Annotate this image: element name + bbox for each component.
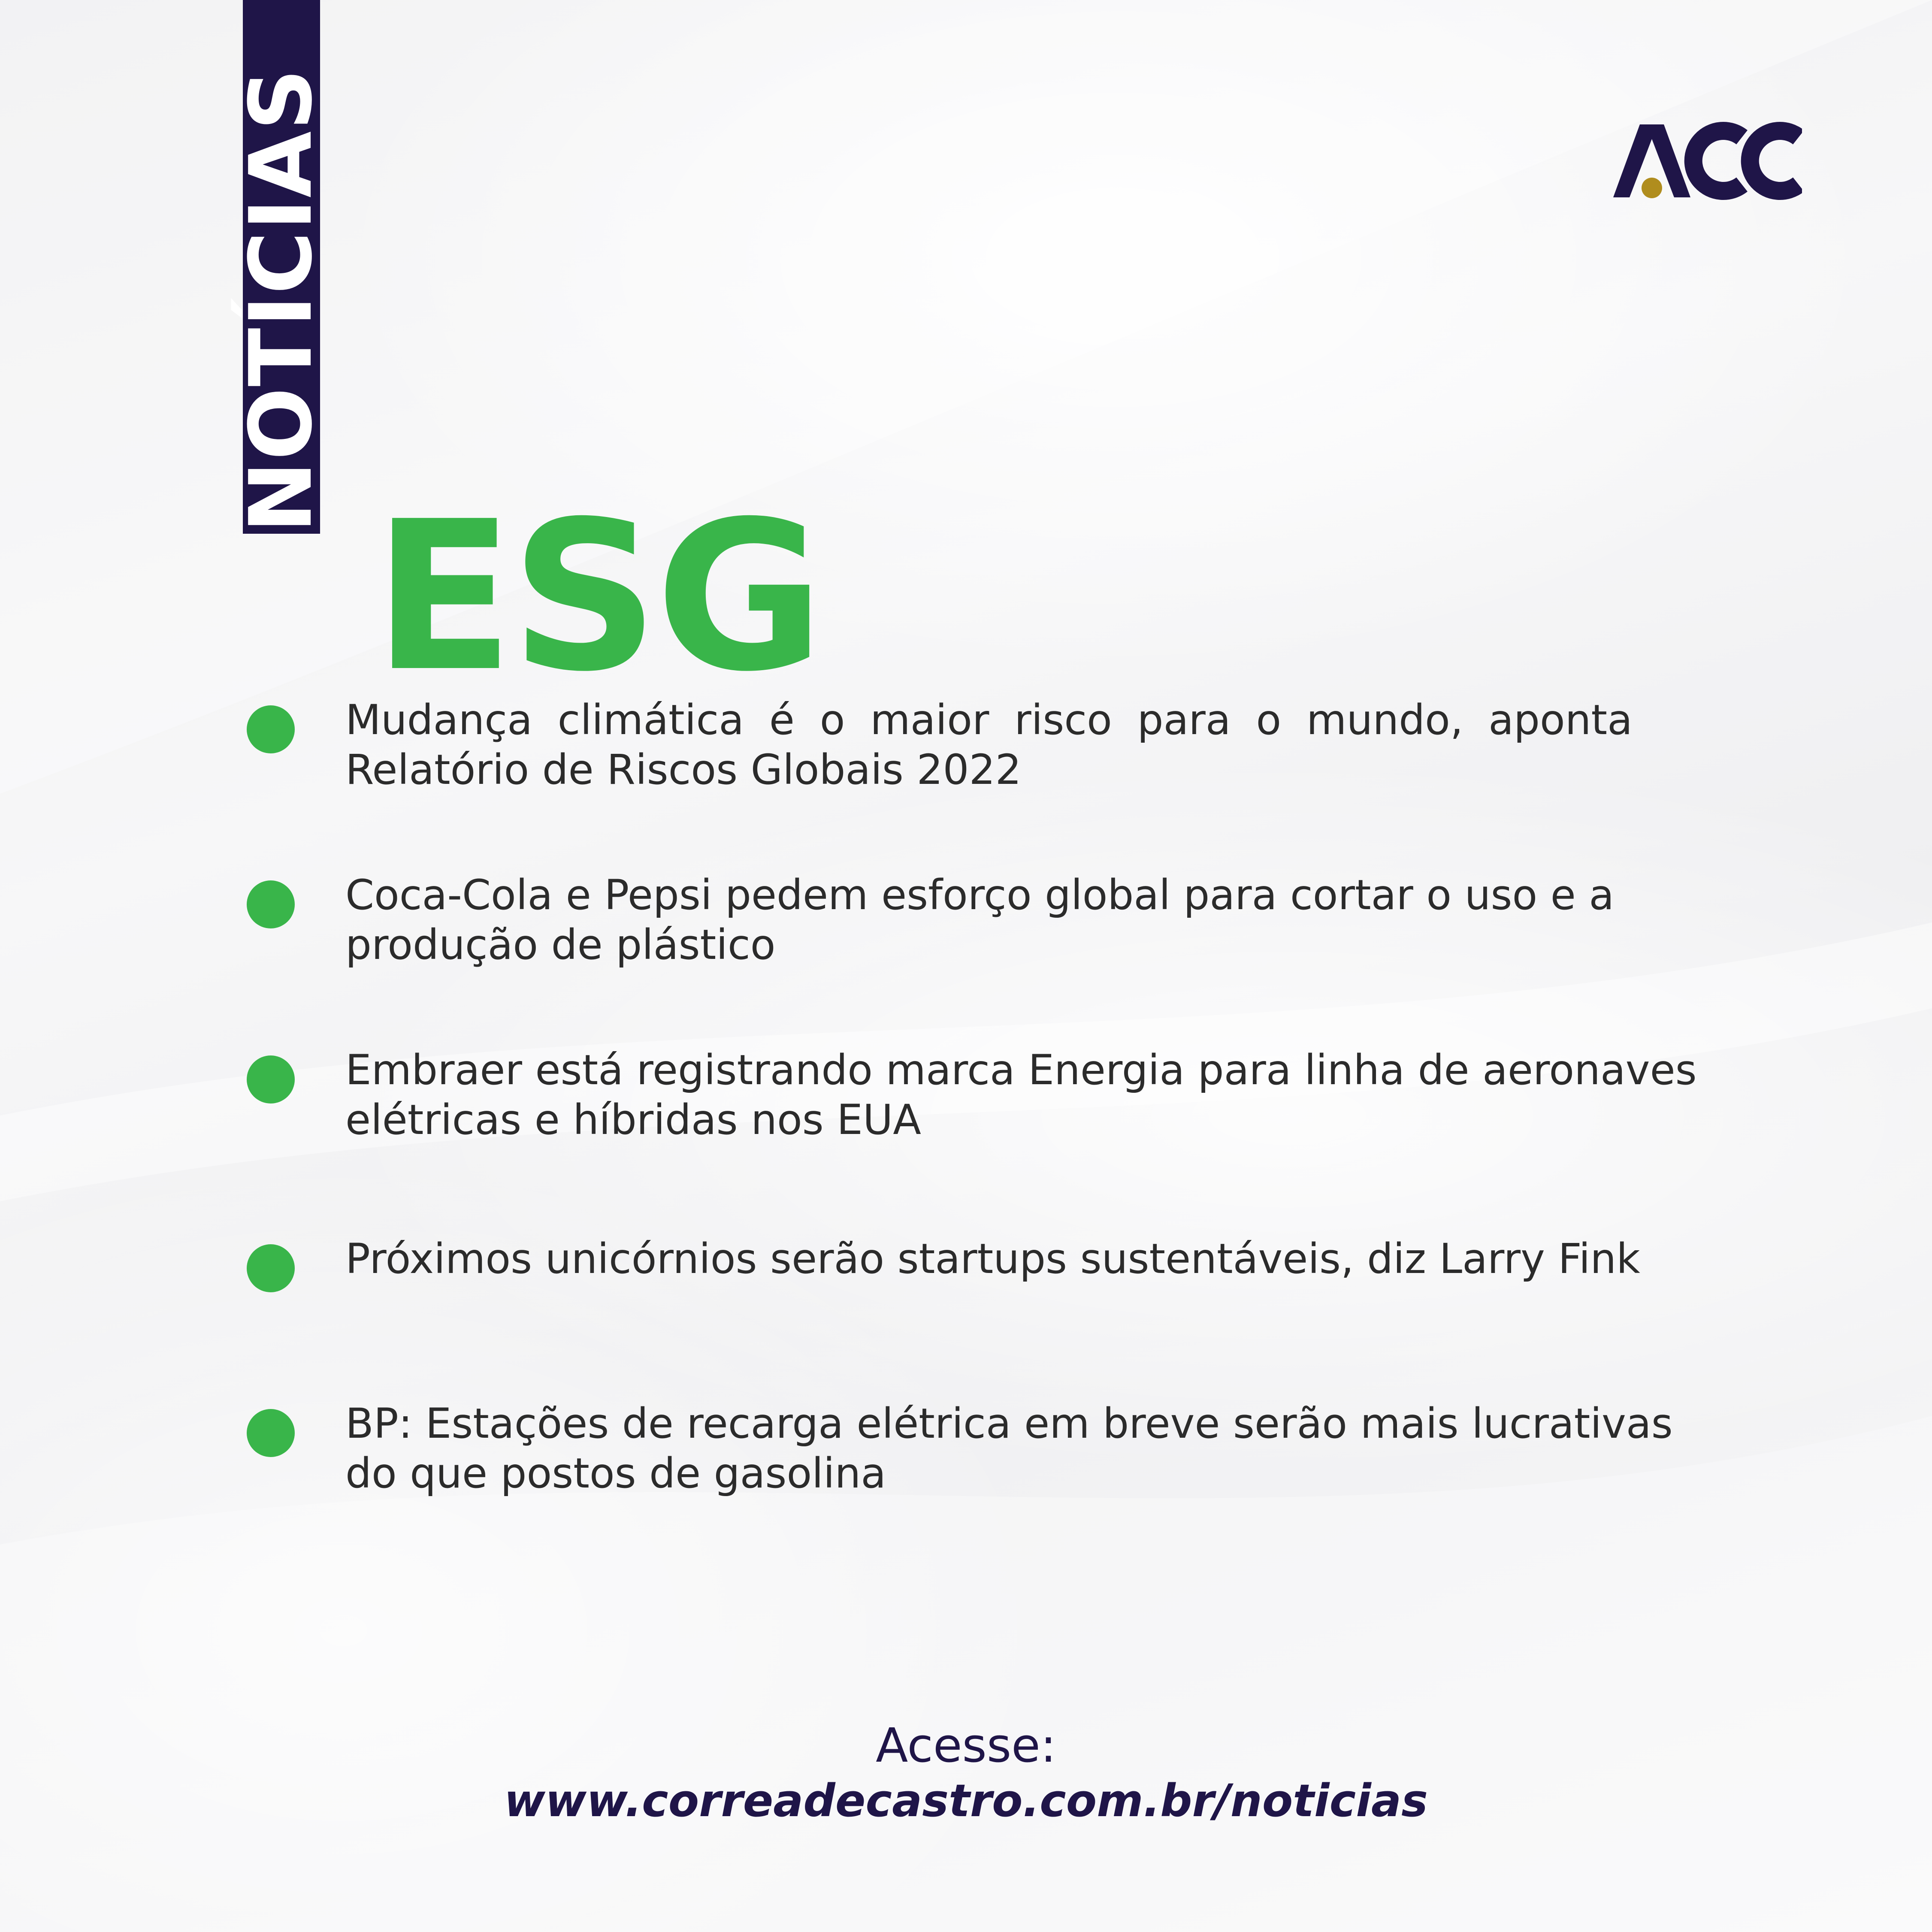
cta-label: Acesse:: [876, 1718, 1056, 1773]
news-headline: Coca-Cola e Pepsi pedem esforço global para cortar o uso e a produção de plástico: [345, 871, 1615, 969]
news-headline: BP: Estações de recarga elétrica em breve serão mais lucrativas do que postos de gasolina: [345, 1400, 1673, 1497]
side-banner-label: NOTÍCIAS: [231, 67, 331, 533]
green-dot-icon: [247, 705, 295, 753]
news-headline: Próximos unicórnios serão startups sustentáveis, diz Larry Fink: [345, 1235, 1640, 1283]
news-headline: Embraer está registrando marca Energia para linha de aeronaves elétricas e híbridas nos EUA: [345, 1046, 1697, 1144]
news-site-link[interactable]: www.correadecastro.com.br/noticias: [504, 1775, 1428, 1827]
green-dot-icon: [247, 1244, 295, 1292]
page-title: ESG: [373, 477, 821, 717]
green-dot-icon: [247, 880, 295, 928]
green-dot-icon: [247, 1055, 295, 1104]
news-headline: Mudança climática é o maior risco para o mundo, aponta Relatório de Riscos Globais 2022: [345, 696, 1633, 794]
green-dot-icon: [247, 1409, 295, 1457]
acc-logo: [1613, 120, 1802, 202]
